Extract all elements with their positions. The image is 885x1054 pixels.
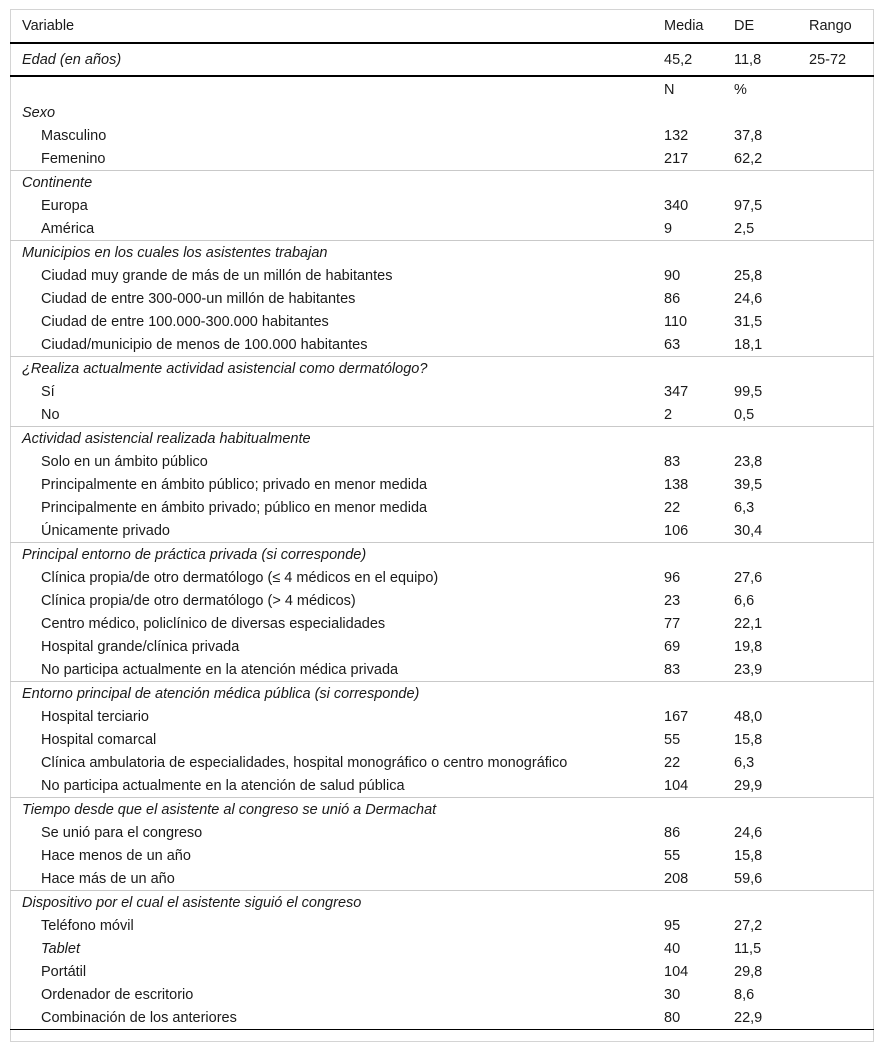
section-blank [734,427,809,451]
row-pct: 31,5 [734,313,763,330]
subheader-blank [10,76,664,101]
row-n: 104 [664,963,689,980]
row-label: Principalmente en ámbito privado; público en menor medida [41,499,428,516]
header-media: Media [664,10,734,43]
row-n: 77 [664,615,681,632]
section-title: Principal entorno de práctica privada (si corresponde) [10,543,664,567]
table-row [10,705,874,728]
row-label: Se unió para el congreso [41,824,203,841]
row-label: Centro médico, policlínico de diversas especialidades [41,615,386,632]
row-pct: 23,8 [734,453,763,470]
row-label: América [41,220,95,237]
table-row [10,751,874,774]
section-blank [734,543,809,567]
section-blank [809,682,874,706]
table-row [10,566,874,589]
row-blank [809,728,874,751]
row-pct: 2,5 [734,220,755,237]
row-label: Hace más de un año [41,870,175,887]
row-blank [809,635,874,658]
row-pct: 19,8 [734,638,763,655]
section-title: Tiempo desde que el asistente al congreso se unió a Dermachat [10,798,664,822]
row-blank [809,217,874,241]
section-blank [734,798,809,822]
row-n: 347 [664,383,689,400]
row-label: Sí [41,383,55,400]
row-pct: 29,8 [734,963,763,980]
section-blank [664,171,734,195]
row-blank [809,310,874,333]
row-label: Combinación de los anteriores [10,1006,664,1030]
row-pct: 30,4 [734,522,763,539]
row-label: Teléfono móvil [41,917,134,934]
row-label: Hospital grande/clínica privada [41,638,240,655]
row-label: Hospital terciario [41,708,149,725]
table-row [10,867,874,891]
row-pct: 22,1 [734,615,763,632]
table-row [10,147,874,171]
section-blank [734,241,809,265]
row-label: Únicamente privado [41,522,170,539]
table-row [10,450,874,473]
row-n: 55 [664,731,681,748]
row-pct: 6,3 [734,499,755,516]
table-row [10,519,874,543]
row-n: 83 [664,661,681,678]
row-pct: 23,9 [734,661,763,678]
row-blank [809,519,874,543]
row-n: 55 [664,847,681,864]
section-blank [664,798,734,822]
row-blank [809,589,874,612]
subheader-pct: % [734,81,747,98]
row-pct: 0,5 [734,406,755,423]
row-label: Hace menos de un año [41,847,191,864]
row-n: 138 [664,476,689,493]
section-title: Sexo [22,104,56,121]
row-n: 106 [664,522,689,539]
table-row [10,380,874,403]
row-label: Solo en un ámbito público [41,453,208,470]
row-label: Ciudad de entre 300-000-un millón de habitantes [41,290,356,307]
row-blank [809,844,874,867]
section-header-row [10,682,874,706]
row-n: 167 [664,708,689,725]
row-blank [809,403,874,427]
row-n: 86 [664,290,681,307]
section-blank [734,357,809,381]
row-n: 340 [664,197,689,214]
table-row [10,473,874,496]
section-title: Dispositivo por el cual el asistente siguió el congreso [10,891,664,915]
section-blank [734,101,809,124]
section-blank [734,891,809,915]
section-blank [664,891,734,915]
row-pct: 22,9 [734,1006,809,1030]
table-row [10,403,874,427]
subheader-row [10,76,874,101]
section-blank [664,241,734,265]
row-blank [809,496,874,519]
table-row [10,983,874,1006]
row-blank [809,473,874,496]
section-title: Municipios en los cuales los asistentes trabajan [10,241,664,265]
age-label: Edad (en años) [10,43,664,76]
row-label: Ciudad de entre 100.000-300.000 habitantes [41,313,329,330]
table-row [10,1006,874,1030]
table-row [10,264,874,287]
table-row [10,844,874,867]
row-blank [809,287,874,310]
table-row [10,287,874,310]
section-header-row [10,241,874,265]
table-row [10,658,874,682]
section-blank [809,171,874,195]
row-pct: 6,6 [734,592,755,609]
table-row [10,937,874,960]
row-n: 110 [664,313,688,330]
row-n: 22 [664,499,681,516]
section-blank [809,798,874,822]
table-row [10,914,874,937]
row-n: 30 [664,986,681,1003]
row-n: 69 [664,638,681,655]
table-row [10,194,874,217]
table-row [10,612,874,635]
section-header-row [10,357,874,381]
row-blank [809,705,874,728]
row-label: Tablet [41,940,80,957]
row-blank [809,751,874,774]
table-row [10,333,874,357]
row-pct: 27,2 [734,917,763,934]
age-de: 11,8 [734,43,809,76]
row-blank [809,333,874,357]
row-blank [809,867,874,891]
row-pct: 37,8 [734,127,763,144]
row-pct: 8,6 [734,986,755,1003]
row-blank [809,380,874,403]
section-blank [734,171,809,195]
table-row [10,217,874,241]
section-blank [664,101,734,124]
section-title: ¿Realiza actualmente actividad asistencial como dermatólogo? [10,357,664,381]
row-n: 2 [664,406,673,423]
row-n: 96 [664,569,681,586]
table-row [10,310,874,333]
row-n: 95 [664,917,681,934]
row-label: Clínica ambulatoria de especialidades, hospital monográfico o centro monográfico [41,754,568,771]
subheader-blank [809,76,874,101]
row-blank [809,914,874,937]
section-header-row [10,101,874,124]
row-label: Ciudad/municipio de menos de 100.000 habitantes [41,336,368,353]
row-n: 63 [664,336,681,353]
row-pct: 97,5 [734,197,763,214]
row-n: 132 [664,127,689,144]
header-rango: Rango [809,10,874,43]
row-blank [809,960,874,983]
row-n: 86 [664,824,681,841]
age-rango: 25-72 [809,43,874,76]
row-blank [809,983,874,1006]
row-blank [809,658,874,682]
table-header-row [10,10,874,43]
section-blank [809,357,874,381]
section-header-row [10,798,874,822]
section-header-row [10,171,874,195]
row-pct: 29,9 [734,777,763,794]
row-pct: 6,3 [734,754,755,771]
section-header-row [10,891,874,915]
row-blank [809,450,874,473]
row-label: Portátil [41,963,87,980]
section-blank [809,427,874,451]
table-row [10,728,874,751]
row-n: 104 [664,777,689,794]
row-pct: 15,8 [734,847,763,864]
row-pct: 15,8 [734,731,763,748]
row-n: 83 [664,453,681,470]
section-blank [809,891,874,915]
row-pct: 99,5 [734,383,763,400]
row-label: Europa [41,197,88,214]
row-n: 80 [664,1006,734,1030]
row-blank [809,124,874,147]
section-blank [664,682,734,706]
header-de: DE [734,10,809,43]
row-blank [809,194,874,217]
row-label: Principalmente en ámbito público; privado en menor medida [41,476,428,493]
row-blank [809,612,874,635]
row-blank [809,774,874,798]
demographics-table [10,10,874,1030]
row-label: No participa actualmente en la atención médica privada [41,661,399,678]
row-pct: 25,8 [734,267,763,284]
row-label: Femenino [41,150,106,167]
age-row [10,43,874,76]
row-n: 217 [664,150,689,167]
section-title: Actividad asistencial realizada habitualmente [10,427,664,451]
row-n: 9 [664,220,673,237]
section-title: Continente [10,171,664,195]
row-label: Ordenador de escritorio [41,986,194,1003]
row-label: Hospital comarcal [41,731,157,748]
row-label: Clínica propia/de otro dermatólogo (≤ 4 médicos en el equipo) [41,569,439,586]
table-body [10,43,874,1030]
table-row [10,496,874,519]
section-blank [809,241,874,265]
row-label: Ciudad muy grande de más de un millón de habitantes [41,267,393,284]
row-pct: 11,5 [734,940,762,957]
row-n: 40 [664,940,681,957]
section-blank [734,682,809,706]
row-n: 22 [664,754,681,771]
table-row [10,821,874,844]
row-blank [809,264,874,287]
row-n: 23 [664,592,681,609]
row-pct: 59,6 [734,870,763,887]
row-pct: 39,5 [734,476,763,493]
row-n: 208 [664,870,689,887]
section-blank [664,357,734,381]
section-blank [809,543,874,567]
age-media: 45,2 [664,43,734,76]
row-pct: 48,0 [734,708,763,725]
row-pct: 24,6 [734,824,763,841]
row-label: Masculino [41,127,107,144]
table-row [10,774,874,798]
row-label: No participa actualmente en la atención de salud pública [41,777,405,794]
section-header-row [10,427,874,451]
row-n: 90 [664,267,681,284]
section-blank [664,543,734,567]
table-row [10,589,874,612]
row-pct: 24,6 [734,290,763,307]
row-blank [809,147,874,171]
row-pct: 18,1 [734,336,763,353]
subheader-n: N [664,81,675,98]
row-label: Clínica propia/de otro dermatólogo (> 4 médicos) [41,592,356,609]
section-header-row [10,543,874,567]
section-title: Entorno principal de atención médica pública (si corresponde) [10,682,664,706]
row-pct: 62,2 [734,150,763,167]
table-row [10,960,874,983]
row-blank [809,821,874,844]
header-variable: Variable [10,10,664,43]
row-blank [809,566,874,589]
row-label: No [41,406,60,423]
table-row [10,635,874,658]
section-blank [664,427,734,451]
row-blank [809,1006,874,1030]
section-blank [809,101,874,124]
table-row [10,124,874,147]
row-blank [809,937,874,960]
row-pct: 27,6 [734,569,763,586]
